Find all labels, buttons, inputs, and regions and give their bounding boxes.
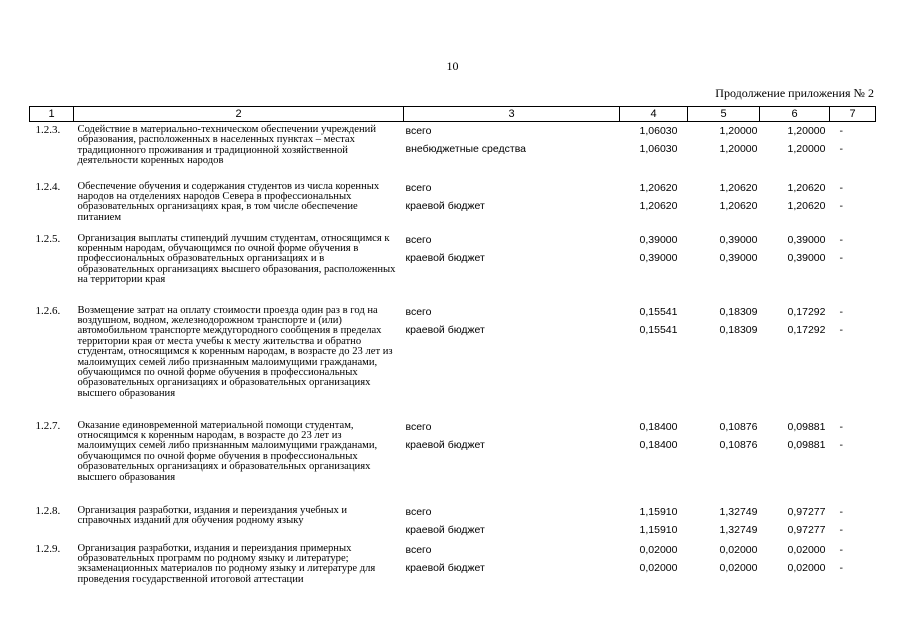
value-col5-cell: [688, 231, 760, 303]
value-col5: 0,18309: [719, 323, 758, 336]
value-col5: 1,20000: [719, 143, 758, 155]
value-col6: 0,02000: [787, 543, 826, 556]
value-col6: 0,97277: [787, 505, 826, 518]
row-description: Организация выплаты стипендий лучшим студентам, относящимся к коренным народам, обучающимся по очной форме обучения в профессиональных образовательных организациях и в образовательных организациях высшего образования, расположенных на территории края: [77, 232, 396, 286]
page-number: 10: [446, 59, 459, 73]
value-col5: 1,20620: [719, 199, 758, 212]
value-col6-cell: [760, 541, 830, 601]
value-col5: 1,20620: [719, 181, 758, 194]
value-col7-cell: [830, 418, 876, 503]
value-col4-cell: [620, 418, 688, 503]
funding-source: всего: [405, 125, 432, 137]
value-col7: -: [839, 251, 843, 264]
row-description: Организация разработки, издания и переиздания учебных и справочных изданий для обучения родному языку: [77, 504, 348, 526]
row-number: 1.2.8.: [35, 504, 61, 517]
value-col7: -: [839, 505, 843, 518]
value-col5: 0,10876: [719, 438, 758, 451]
row-number: 1.2.3.: [35, 124, 61, 136]
value-col6-cell: [760, 503, 830, 541]
table-row: [30, 303, 876, 418]
funding-source: всего: [405, 543, 432, 556]
value-col5: 1,32749: [719, 505, 758, 518]
value-col6: 1,20620: [787, 181, 826, 194]
value-col4: 1,06030: [639, 125, 678, 137]
row-number: 1.2.7.: [35, 419, 61, 432]
value-col5: 1,20000: [719, 125, 758, 137]
funding-source: краевой бюджет: [405, 438, 485, 451]
value-col7: -: [839, 199, 843, 212]
value-col6-cell: [760, 231, 830, 303]
value-col4-cell: [620, 231, 688, 303]
value-col7-cell: [830, 303, 876, 418]
column-header: 4: [620, 107, 688, 122]
value-col4: 0,18400: [639, 438, 678, 451]
value-col4: 0,39000: [639, 251, 678, 264]
row-description: Оказание единовременной материальной помощи студентам, относящимся к коренным народам, в возрасте до 23 лет из малоимущих семей либо признанным малоимущими гражданами, обучающимся по очной форме обучения в профессиональных образовательных организациях и образовательных организациях высшего образования: [77, 419, 378, 483]
value-col6: 0,17292: [787, 323, 826, 336]
value-col4: 0,02000: [639, 543, 678, 556]
value-col5: 0,39000: [719, 233, 758, 246]
column-header: 5: [688, 107, 760, 122]
value-col5-cell: [688, 303, 760, 418]
value-col6-cell: [760, 179, 830, 231]
value-col4: 0,02000: [639, 561, 678, 574]
value-col5: 0,10876: [719, 420, 758, 433]
value-col7: -: [839, 305, 843, 318]
value-col7: -: [839, 561, 843, 574]
table-row: [30, 122, 876, 179]
value-col5: 1,32749: [719, 523, 758, 536]
funding-source: краевой бюджет: [405, 323, 485, 336]
value-col5: 0,02000: [719, 561, 758, 574]
value-col5-cell: [688, 503, 760, 541]
value-col5-cell: [688, 418, 760, 503]
value-col4: 0,15541: [639, 323, 678, 336]
value-col7-cell: [830, 122, 876, 179]
column-header: 2: [74, 107, 404, 122]
value-col7: -: [839, 323, 843, 336]
value-col7: -: [839, 523, 843, 536]
value-col7: -: [839, 181, 843, 194]
funding-source-cell: [404, 122, 620, 179]
row-number: 1.2.4.: [35, 180, 61, 193]
value-col7-cell: [830, 179, 876, 231]
value-col7: -: [839, 543, 843, 556]
value-col5: 0,18309: [719, 305, 758, 318]
value-col5-cell: [688, 541, 760, 601]
value-col7: -: [839, 420, 843, 433]
row-description: Возмещение затрат на оплату стоимости проезда один раз в год на воздушном, водном, железнодорожном транспорте и (или) автомобильном транспорте междугородного сообщения в пределах территории края от места учебы к месту жительства и обратно студентам, относящимся к коренным народам, в возрасте до 23 лет из малоимущих семей либо признанным малоимущими гражданами, обучающимся по очной форме обучения в профессиональных образовательных организациях и образовательных организациях высшего образования: [77, 304, 393, 399]
column-header: 7: [830, 107, 876, 122]
table-row: [30, 503, 876, 541]
value-col7-cell: [830, 231, 876, 303]
funding-source: всего: [405, 305, 432, 318]
table-row: [30, 231, 876, 303]
row-number: 1.2.6.: [35, 304, 61, 317]
value-col6: 0,17292: [787, 305, 826, 318]
funding-source-cell: [404, 541, 620, 601]
column-header: 3: [404, 107, 620, 122]
value-col7: -: [839, 143, 843, 155]
value-col6: 0,02000: [787, 561, 826, 574]
value-col6-cell: [760, 303, 830, 418]
value-col5-cell: [688, 122, 760, 179]
table-row: [30, 418, 876, 503]
row-number: 1.2.5.: [35, 232, 61, 245]
funding-source: краевой бюджет: [405, 523, 485, 536]
value-col5: 0,39000: [719, 251, 758, 264]
funding-source: краевой бюджет: [405, 251, 485, 264]
value-col4-cell: [620, 503, 688, 541]
value-col4-cell: [620, 122, 688, 179]
value-col4-cell: [620, 541, 688, 601]
value-col6: 1,20620: [787, 199, 826, 212]
funding-source-cell: [404, 503, 620, 541]
value-col6: 0,09881: [787, 438, 826, 451]
value-col4: 1,06030: [639, 143, 678, 155]
funding-source: всего: [405, 181, 432, 194]
funding-source: всего: [405, 505, 432, 518]
value-col4: 1,20620: [639, 181, 678, 194]
value-col6: 1,20000: [787, 143, 826, 155]
funding-source-cell: [404, 179, 620, 231]
value-col7: -: [839, 125, 843, 137]
column-header: 6: [760, 107, 830, 122]
value-col4-cell: [620, 179, 688, 231]
column-header: 1: [30, 107, 74, 122]
value-col6: 0,39000: [787, 251, 826, 264]
funding-source: всего: [405, 233, 432, 246]
value-col7: -: [839, 438, 843, 451]
funding-source: краевой бюджет: [405, 199, 485, 212]
value-col7-cell: [830, 541, 876, 601]
value-col4: 1,15910: [639, 523, 678, 536]
value-col7: -: [839, 233, 843, 246]
funding-source-cell: [404, 418, 620, 503]
value-col4: 0,39000: [639, 233, 678, 246]
value-col6: 0,97277: [787, 523, 826, 536]
value-col6: 0,09881: [787, 420, 826, 433]
funding-source: краевой бюджет: [405, 561, 485, 574]
value-col4: 1,20620: [639, 199, 678, 212]
funding-source-cell: [404, 231, 620, 303]
funding-source-cell: [404, 303, 620, 418]
row-description: Обеспечение обучения и содержания студентов из числа коренных народов на отделениях народов Севера в профессиональных образовательных организациях края, в том числе обеспечение питанием: [77, 180, 380, 223]
value-col5-cell: [688, 179, 760, 231]
continuation-label: Продолжение приложения № 2: [715, 86, 874, 100]
value-col5: 0,02000: [719, 543, 758, 556]
value-col7-cell: [830, 503, 876, 541]
appendix-table: [29, 106, 876, 601]
value-col6-cell: [760, 122, 830, 179]
value-col4: 0,18400: [639, 420, 678, 433]
value-col4-cell: [620, 303, 688, 418]
funding-source: всего: [405, 420, 432, 433]
row-description: Организация разработки, издания и переиздания примерных образовательных программ по родному языку и литературе; экзаменационных материалов по родному языку и литературе для проведения государственной итоговой аттестации: [77, 542, 376, 585]
funding-source: внебюджетные средства: [405, 143, 526, 155]
value-col6: 0,39000: [787, 233, 826, 246]
value-col6: 1,20000: [787, 125, 826, 137]
row-number: 1.2.9.: [35, 542, 61, 555]
table-row: [30, 179, 876, 231]
table-row: [30, 541, 876, 601]
value-col4: 1,15910: [639, 505, 678, 518]
row-description: Содействие в материально-техническом обеспечении учреждений образования, расположенных в населенных пунктах – местах традиционного проживания и традиционной хозяйственной деятельности коренных народов: [77, 124, 377, 167]
table-header-row: [30, 107, 876, 122]
value-col6-cell: [760, 418, 830, 503]
value-col4: 0,15541: [639, 305, 678, 318]
